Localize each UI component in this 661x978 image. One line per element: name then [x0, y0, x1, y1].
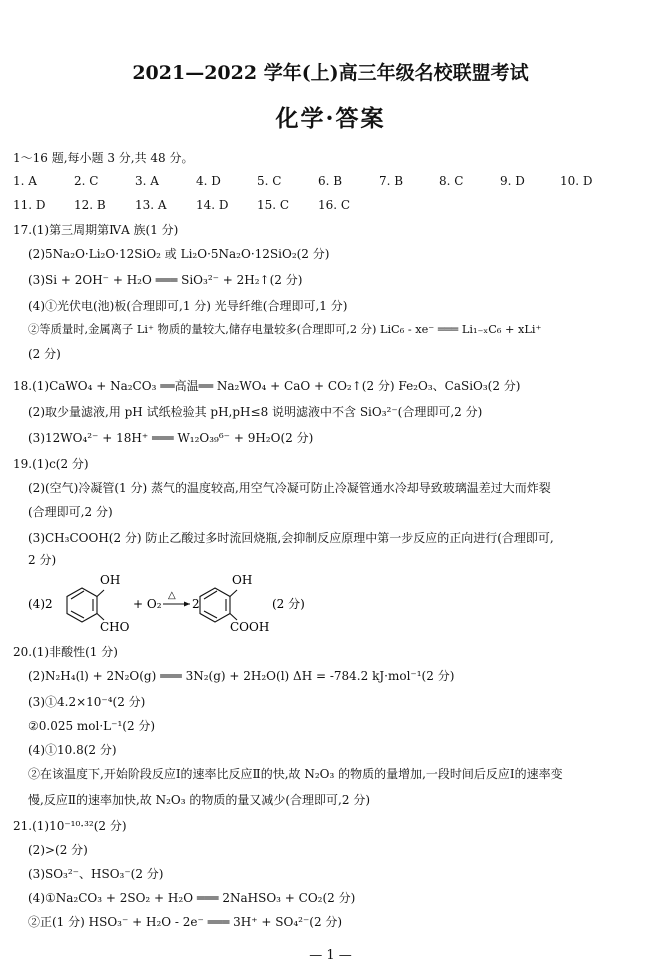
hydroxyl-label-right: OH — [232, 573, 253, 587]
carboxyl-label: COOH — [230, 620, 270, 634]
plus-oxygen: + O₂ — [133, 597, 162, 611]
mc-answer: 16. C — [318, 198, 351, 212]
mc-answer: 12. B — [74, 198, 106, 212]
q17-line-5: ②等质量时,金属离子 Li⁺ 物质的量较大,储存电量较多(合理即可,2 分) LiC₆ - xe⁻ ═══ Li₁₋ₓC₆ + xLi⁺ — [28, 323, 542, 336]
section-intro: 1～16 题,每小题 3 分,共 48 分。 — [13, 151, 194, 165]
aldehyde-label: CHO — [100, 620, 130, 634]
mc-answer: 5. C — [257, 174, 282, 188]
q19-line-5: 2 分) — [28, 553, 57, 567]
mc-answer: 9. D — [500, 174, 525, 188]
mc-answer: 14. D — [196, 198, 229, 212]
q17-line-1: 17.(1)第三周期第ⅣA 族(1 分) — [13, 223, 179, 237]
q21-line-5: ②正(1 分) HSO₃⁻ + H₂O - 2e⁻ ═══ 3H⁺ + SO₄²⁻(2 分) — [28, 915, 343, 929]
mc-answer: 3. A — [135, 174, 159, 188]
q20-line-1: 20.(1)非酸性(1 分) — [13, 645, 118, 659]
hydroxyl-label-left: OH — [100, 573, 121, 587]
product-coefficient: 2 — [192, 597, 200, 611]
mc-answer: 8. C — [439, 174, 464, 188]
q20-line-5: (4)①10.8(2 分) — [28, 743, 117, 757]
salicylaldehyde-structure — [67, 588, 104, 622]
q17-line-4: (4)①光伏电(池)板(合理即可,1 分) 光导纤维(合理即可,1 分) — [28, 299, 348, 313]
mc-answer: 13. A — [135, 198, 167, 212]
arrow-head — [184, 602, 190, 607]
subject-title: 化学·答案 — [275, 105, 386, 132]
q17-line-3: (3)Si + 2OH⁻ + H₂O ═══ SiO₃²⁻ + 2H₂↑(2 分) — [28, 273, 303, 287]
q19-line-3: (合理即可,2 分) — [28, 505, 113, 519]
heat-symbol: △ — [168, 590, 176, 601]
q19-line-1: 19.(1)c(2 分) — [13, 457, 89, 471]
mc-answer: 11. D — [13, 198, 46, 212]
chemical-equation-figure — [0, 566, 661, 636]
q20-line-4: ②0.025 mol·L⁻¹(2 分) — [28, 719, 156, 733]
q17-line-2: (2)5Na₂O·Li₂O·12SiO₂ 或 Li₂O·5Na₂O·12SiO₂(2 分) — [28, 247, 330, 261]
q19-line-2: (2)(空气)冷凝管(1 分) 蒸气的温度较高,用空气冷凝可防止冷凝管通水冷却导致玻璃温差过大而炸裂 — [28, 481, 551, 495]
mc-answer: 1. A — [13, 174, 37, 188]
q21-line-2: (2)>(2 分) — [28, 843, 88, 857]
q19-line-4: (3)CH₃COOH(2 分) 防止乙酸过多时流回烧瓶,会抑制反应原理中第一步反应的正向进行(合理即可, — [28, 531, 554, 545]
q20-line-3: (3)①4.2×10⁻⁴(2 分) — [28, 695, 146, 709]
exam-title: 2021—2022 学年(上)高三年级名校联盟考试 — [132, 62, 529, 84]
q21-line-3: (3)SO₃²⁻、HSO₃⁻(2 分) — [28, 867, 164, 881]
eq-prefix: (4)2 — [28, 597, 53, 611]
q20-line-6: ②在该温度下,开始阶段反应Ⅰ的速率比反应Ⅱ的快,故 N₂O₃ 的物质的量增加,一段时间后反应Ⅰ的速率变 — [28, 767, 563, 781]
q21-line-1: 21.(1)10⁻¹⁰·³²(2 分) — [13, 819, 127, 833]
q21-line-4: (4)①Na₂CO₃ + 2SO₂ + H₂O ═══ 2NaHSO₃ + CO₂(2 分) — [28, 891, 356, 905]
q18-line-2: (2)取少量滤液,用 pH 试纸检验其 pH,pH≤8 说明滤液中不含 SiO₃²⁻(合理即可,2 分) — [28, 405, 483, 419]
q18-line-3: (3)12WO₄²⁻ + 18H⁺ ═══ W₁₂O₃₉⁶⁻ + 9H₂O(2 分) — [28, 431, 314, 445]
q18-line-1: 18.(1)CaWO₄ + Na₂CO₃ ══高温══ Na₂WO₄ + CaO + CO₂↑(2 分) Fe₂O₃、CaSiO₃(2 分) — [13, 379, 521, 393]
page-number: — 1 — — [309, 948, 352, 963]
equation-score: (2 分) — [272, 597, 305, 611]
mc-answer: 4. D — [196, 174, 221, 188]
mc-answer: 7. B — [379, 174, 404, 188]
q17-line-6: (2 分) — [28, 347, 61, 361]
mc-answer: 2. C — [74, 174, 99, 188]
mc-answer: 15. C — [257, 198, 290, 212]
salicylic-acid-structure — [200, 588, 237, 622]
q20-line-7: 慢,反应Ⅱ的速率加快,故 N₂O₃ 的物质的量又减少(合理即可,2 分) — [28, 793, 371, 807]
q20-line-2: (2)N₂H₄(l) + 2N₂O(g) ═══ 3N₂(g) + 2H₂O(l) ΔH = -784.2 kJ·mol⁻¹(2 分) — [28, 669, 455, 683]
mc-answer: 10. D — [560, 174, 593, 188]
mc-answer: 6. B — [318, 174, 343, 188]
